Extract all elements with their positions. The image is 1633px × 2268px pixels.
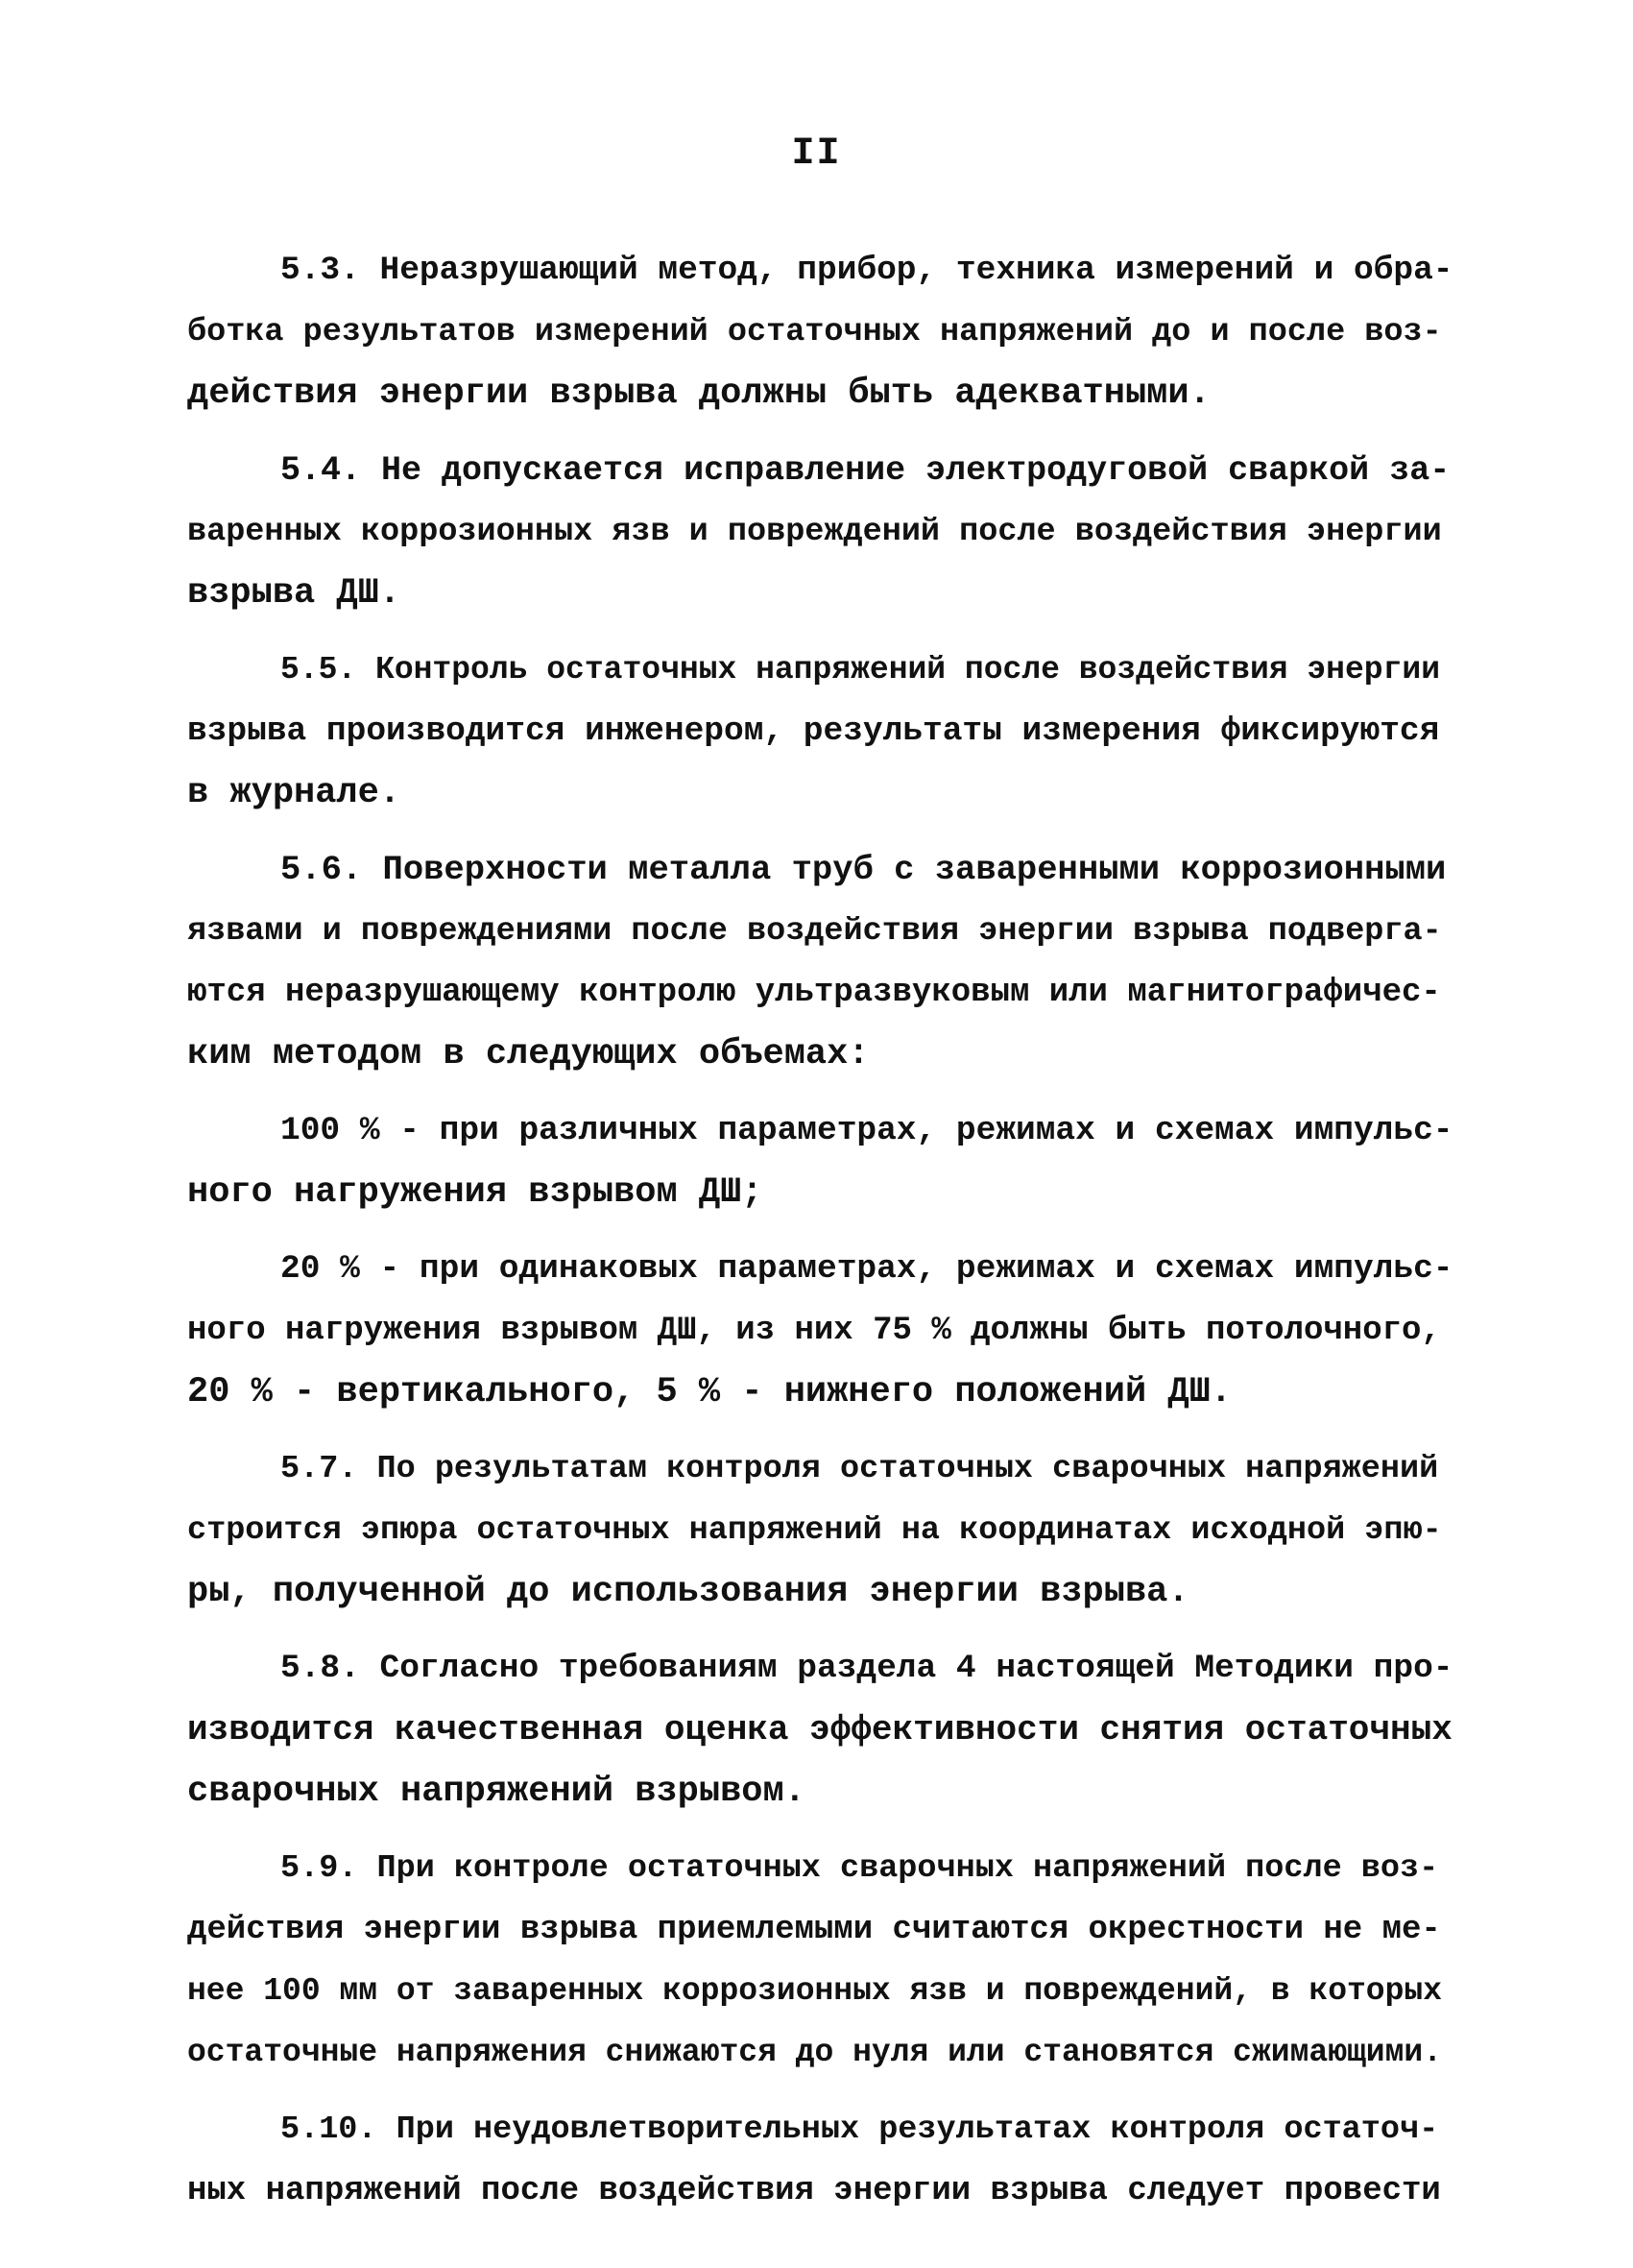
text-line: ются неразрушающему контролю ультразвуковым или магнитографичес- bbox=[187, 975, 1441, 1011]
paragraph-first-line: 5.8. Согласно требованиям раздела 4 настоящей Методики про- bbox=[280, 1650, 1453, 1687]
text-line: сварочных напряжений взрывом. bbox=[187, 1772, 805, 1812]
paragraph-first-line: 5.3. Неразрушающий метод, прибор, техника измерений и обра- bbox=[280, 252, 1453, 289]
text-line: ботка результатов измерений остаточных напряжений до и после воз- bbox=[187, 314, 1442, 350]
text-line: ного нагружения взрывом ДШ, из них 75 % должны быть потолочного, bbox=[187, 1313, 1441, 1349]
paragraph-first-line: 5.10. При неудовлетворительных результатах контроля остаточ- bbox=[280, 2111, 1439, 2148]
text-line: взрыва ДШ. bbox=[187, 573, 401, 614]
body-text bbox=[187, 240, 1454, 2222]
text-line: язвами и повреждениями после воздействия энергии взрыва подверга- bbox=[187, 913, 1442, 950]
text-line: ного нагружения взрывом ДШ; bbox=[187, 1172, 763, 1213]
text-line: изводится качественная оценка эффективности снятия остаточных bbox=[187, 1710, 1453, 1749]
text-line: действия энергии взрыва приемлемыми считаются окрестности не ме- bbox=[187, 1912, 1441, 1948]
text-line: остаточные напряжения снижаются до нуля или становятся сжимающими. bbox=[187, 2035, 1443, 2070]
paragraph-first-line: 100 % - при различных параметрах, режимах и схемах импульс- bbox=[280, 1112, 1453, 1149]
text-line: в журнале. bbox=[187, 773, 401, 813]
text-line: нее 100 мм от заваренных коррозионных язв и повреждений, в которых bbox=[187, 1973, 1443, 2009]
text-line: ким методом в следующих объемах: bbox=[187, 1034, 870, 1074]
text-line: варенных коррозионных язв и повреждений после воздействия энергии bbox=[187, 514, 1442, 550]
text-line: действия энергии взрыва должны быть адекватными. bbox=[187, 374, 1211, 414]
paragraph-first-line: 20 % - при одинаковых параметрах, режимах и схемах импульс- bbox=[280, 1250, 1453, 1288]
paragraph-first-line: 5.5. Контроль остаточных напряжений после воздействия энергии bbox=[280, 652, 1440, 688]
text-line: ных напряжений после воздействия энергии взрыва следует провести bbox=[187, 2173, 1441, 2209]
paragraph-first-line: 5.6. Поверхности металла труб с заваренными коррозионными bbox=[280, 850, 1447, 889]
paragraph-first-line: 5.4. Не допускается исправление электродуговой сваркой за- bbox=[280, 451, 1451, 490]
paragraph-first-line: 5.9. При контроле остаточных сварочных напряжений после воз- bbox=[280, 1850, 1439, 1887]
page-number: II bbox=[791, 133, 842, 176]
text-line: ры, полученной до использования энергии взрыва. bbox=[187, 1572, 1189, 1612]
text-line: взрыва производится инженером, результаты измерения фиксируются bbox=[187, 712, 1440, 750]
text-line: 20 % - вертикального, 5 % - нижнего положений ДШ. bbox=[187, 1372, 1232, 1412]
paragraph-first-line: 5.7. По результатам контроля остаточных сварочных напряжений bbox=[280, 1451, 1439, 1487]
text-line: строится эпюра остаточных напряжений на координатах исходной эпю- bbox=[187, 1512, 1442, 1549]
